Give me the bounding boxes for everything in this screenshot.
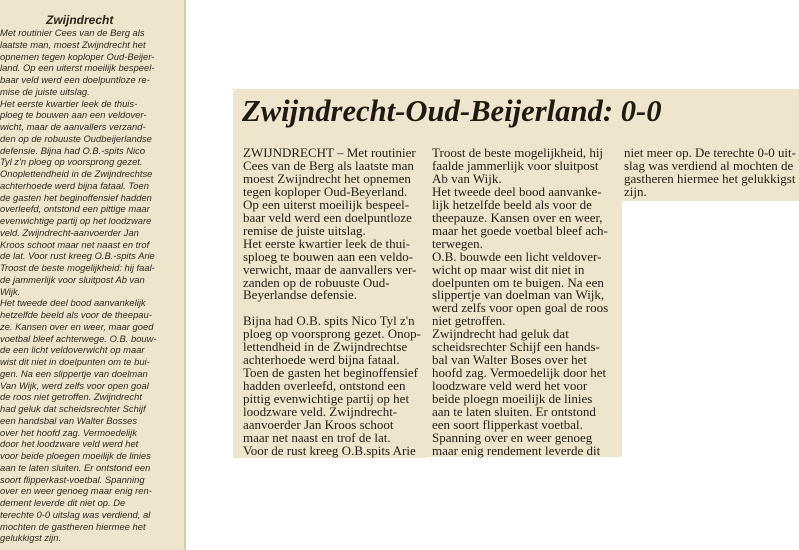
column-2-line: maar het goede voetbal bleef ach- xyxy=(432,222,608,238)
column-2-line: beide ploegn moeilijk de linies xyxy=(432,391,593,407)
column-1-line: sploeg te bouwen aan een veldo- xyxy=(243,248,414,264)
left-clipping-line: wist dit niet in doelpunten om te bui- xyxy=(0,357,150,368)
column-2-line: lijk hetzelfde beeld als voor de xyxy=(432,196,592,212)
column-1-line: maar net naast en trof de lat. xyxy=(243,429,391,445)
column-2-line: Spanning over en weer genoeg xyxy=(432,429,593,445)
column-1-line: achterhoede werd bijna fataal. xyxy=(243,352,400,368)
left-clipping-line: terechte 0-0 uitslag was verdiend, al xyxy=(0,509,151,521)
column-1-line: zanden op de robuuste Oud- xyxy=(243,274,390,290)
left-clipping-line: mise de juiste uitslag. xyxy=(0,86,90,98)
left-clipping-line: veld. Zwijndrecht-aanvoerder Jan xyxy=(0,227,139,239)
left-clipping-line: gelukkigst zijn. xyxy=(0,533,62,545)
left-clipping-line: defensie. Bijna had O.B.-spits Nico xyxy=(0,145,146,157)
left-clipping-line: wicht, maar de aanvallers verzand- xyxy=(0,122,146,133)
column-1-line: verwicht, maar de aanvallers ver- xyxy=(243,261,417,277)
left-clipping-line: een handsbal van Walter Bosses xyxy=(0,415,138,427)
column-2-line: maar enig rendement leverde dit xyxy=(432,442,601,458)
left-clipping-line: Het eerste kwartier leek de thuis- xyxy=(0,98,138,110)
column-1-line: loodzware veld. Zwijndrecht- xyxy=(243,404,398,419)
column-2-line: theepauze. Kansen over en weer, xyxy=(432,209,603,225)
column-1-line: hadden overleefd, ontstond een xyxy=(243,378,406,394)
column-3-line: niet meer op. De terechte 0-0 uit- xyxy=(624,145,796,160)
column-1-line: ZWIJNDRECHT – Met routinier xyxy=(243,145,416,160)
left-clipping-line: Kroos schoot maar net naast en trof xyxy=(0,239,150,251)
column-2-line: O.B. bouwde een licht veldover- xyxy=(432,248,602,264)
column-1-line: moest Zwijndrecht het opnemen xyxy=(243,170,411,186)
left-clipping-line: de gasten het beginoffensief hadden xyxy=(0,192,152,204)
left-clipping-line: de jammerlijk voor sluitpost Ab van xyxy=(0,274,145,286)
left-clipping-line: dement leverde dit niet op. De xyxy=(0,498,126,509)
left-clipping-line: de roos niet getroffen. Zwijndrecht xyxy=(0,392,142,404)
left-clipping-line: had geluk dat scheidsrechter Schijf xyxy=(0,404,146,415)
left-clipping-line: Onoplettendheid in de Zwijndrechtse xyxy=(0,169,153,180)
column-3-line: slag was verdiend al mochten de xyxy=(624,157,794,173)
column-1-line: baar veld werd een doelpuntloze xyxy=(243,209,412,225)
left-clipping-line: gen. Na een slippertje van doelman xyxy=(0,368,148,380)
left-clipping-line: over het hoofd zag. Vermoedelijk xyxy=(0,427,137,439)
left-clipping-line: voetbal bleef achterwege. O.B. bouw- xyxy=(0,333,157,345)
column-2-line: Zwijndrecht had geluk dat xyxy=(432,326,569,342)
column-2-line: wicht op maar wist dit niet in xyxy=(432,261,585,277)
column-1-line: Cees van de Berg als laatste man xyxy=(243,157,414,173)
left-clipping-line: Wijk. xyxy=(0,286,21,298)
left-clipping-line: de een licht veldoverwicht op maar xyxy=(0,345,145,357)
column-2-line: werd zelfs voor open goal de roos xyxy=(432,300,609,316)
left-clipping-line: opnemen tegen koploper Oud-Beijer- xyxy=(0,51,155,63)
column-2-line: Troost de beste mogelijkheid, hij xyxy=(432,145,604,160)
column-1-line: lettendheid in de Zwijndrechtse xyxy=(243,339,408,355)
column-1-line: pittig evenwichtige partij op het xyxy=(243,391,410,407)
column-2-line: slippertje van doelman van Wijk, xyxy=(432,287,605,303)
column-2-line: hoofd zag. Vermoedelijk door het xyxy=(432,365,607,381)
column-3-line: gastheren hiermee het gelukkigst xyxy=(624,170,796,186)
column-2-line: terwegen. xyxy=(432,235,483,251)
column-2-line: niet getroffen. xyxy=(432,313,506,329)
left-clipping-line: Troost de beste mogelijkheid: hij faal- xyxy=(0,263,155,274)
column-1-line: tegen koploper Oud-Beyerland. xyxy=(243,183,408,199)
left-clipping-line: soort flipperkast-voetbal. Spanning xyxy=(0,474,145,486)
column-2-line: bal van Walter Boses over het xyxy=(432,352,588,368)
left-clipping-line: overleefd, ontstond een pittige maar xyxy=(0,204,150,216)
left-clipping-line: baar veld werd een doelpuntloze re- xyxy=(0,75,150,86)
column-2-line: loodzware veld werd het voor xyxy=(432,378,588,394)
column-2-line: doelpunten om te buigen. Na een xyxy=(432,274,604,290)
left-clipping-line: Het tweede deel bood aanvankelijk xyxy=(0,298,146,310)
column-2-line: scheidsrechter Schijf een hands- xyxy=(432,339,600,355)
left-clipping-line: Van Wijk, werd zelfs voor open goal xyxy=(0,380,149,392)
left-clipping-line: door het loodzware veld werd het xyxy=(0,439,139,451)
left-clipping-line: achterhoede werd bijna fataal. Toen xyxy=(0,180,149,192)
article-headline: Zwijndrecht-Oud-Beijerland: 0-0 xyxy=(242,93,662,128)
left-clipping-line: Tyl z'n ploeg op voorsprong gezet. xyxy=(0,157,143,169)
left-clipping-line: mochten de gastheren hiermee het xyxy=(0,521,146,533)
left-clipping-line: evenwichtige partij op het loodzware xyxy=(0,216,152,227)
column-1-line: aanvoerder Jan Kroos schoot xyxy=(243,416,394,432)
left-clipping-line: land. Op een uiterst moeilijk bespeel- xyxy=(0,63,155,75)
column-1-line: remise de juiste uitslag. xyxy=(243,222,366,238)
left-clipping-line: de lat. Voor rust kreeg O.B.-spits Arie xyxy=(0,251,155,263)
left-clipping-line: ploeg te bouwen aan een veldover- xyxy=(0,110,147,122)
column-2-line: faalde jammerlijk voor sluitpost xyxy=(432,157,599,173)
left-clipping-title: Zwijndrecht xyxy=(46,13,114,27)
column-2-line: Het tweede deel bood aanvanke- xyxy=(432,183,602,199)
column-1-line: Beyerlandse defensie. xyxy=(243,287,358,303)
left-clipping-line: ze. Kansen over en weer, maar goed xyxy=(0,321,154,333)
column-1-line: Toen de gasten het beginoffensief xyxy=(243,365,419,381)
left-clipping-line: aan te laten sluiten. Er ontstond een xyxy=(0,462,151,474)
column-2-line: aan te laten sluiten. Er ontstond xyxy=(432,404,596,419)
left-clipping-line: voor beide ploegen moeilijk de linies xyxy=(0,451,151,462)
column-2-line: Ab van Wijk. xyxy=(432,170,502,186)
column-1-line: Voor de rust kreeg O.B.spits Arie xyxy=(243,442,416,458)
column-1-line: Het eerste kwartier leek de thui- xyxy=(243,235,411,251)
column-3-line: zijn. xyxy=(624,183,647,199)
column-1-line: ploeg op voorsprong gezet. Onop- xyxy=(243,326,421,342)
left-clipping-line: laatste man, moest Zwijndrecht het xyxy=(0,39,146,51)
left-clipping-line: Met routinier Cees van de Berg als xyxy=(0,28,145,39)
column-1-line: Bijna had O.B. spits Nico Tyl z'n xyxy=(243,313,415,329)
left-clipping-line: over en weer genoeg maar enig ren- xyxy=(0,486,152,498)
left-clipping-line: hetzelfde beeld als voor de theepau- xyxy=(0,310,152,321)
left-clipping-line: den op de robuuste Oudbeijerlandse xyxy=(0,133,152,145)
column-2-line: een soort flipperkast voetbal. xyxy=(432,416,583,432)
column-1-line: Op een uiterst moeilijk bespeel- xyxy=(243,196,410,212)
